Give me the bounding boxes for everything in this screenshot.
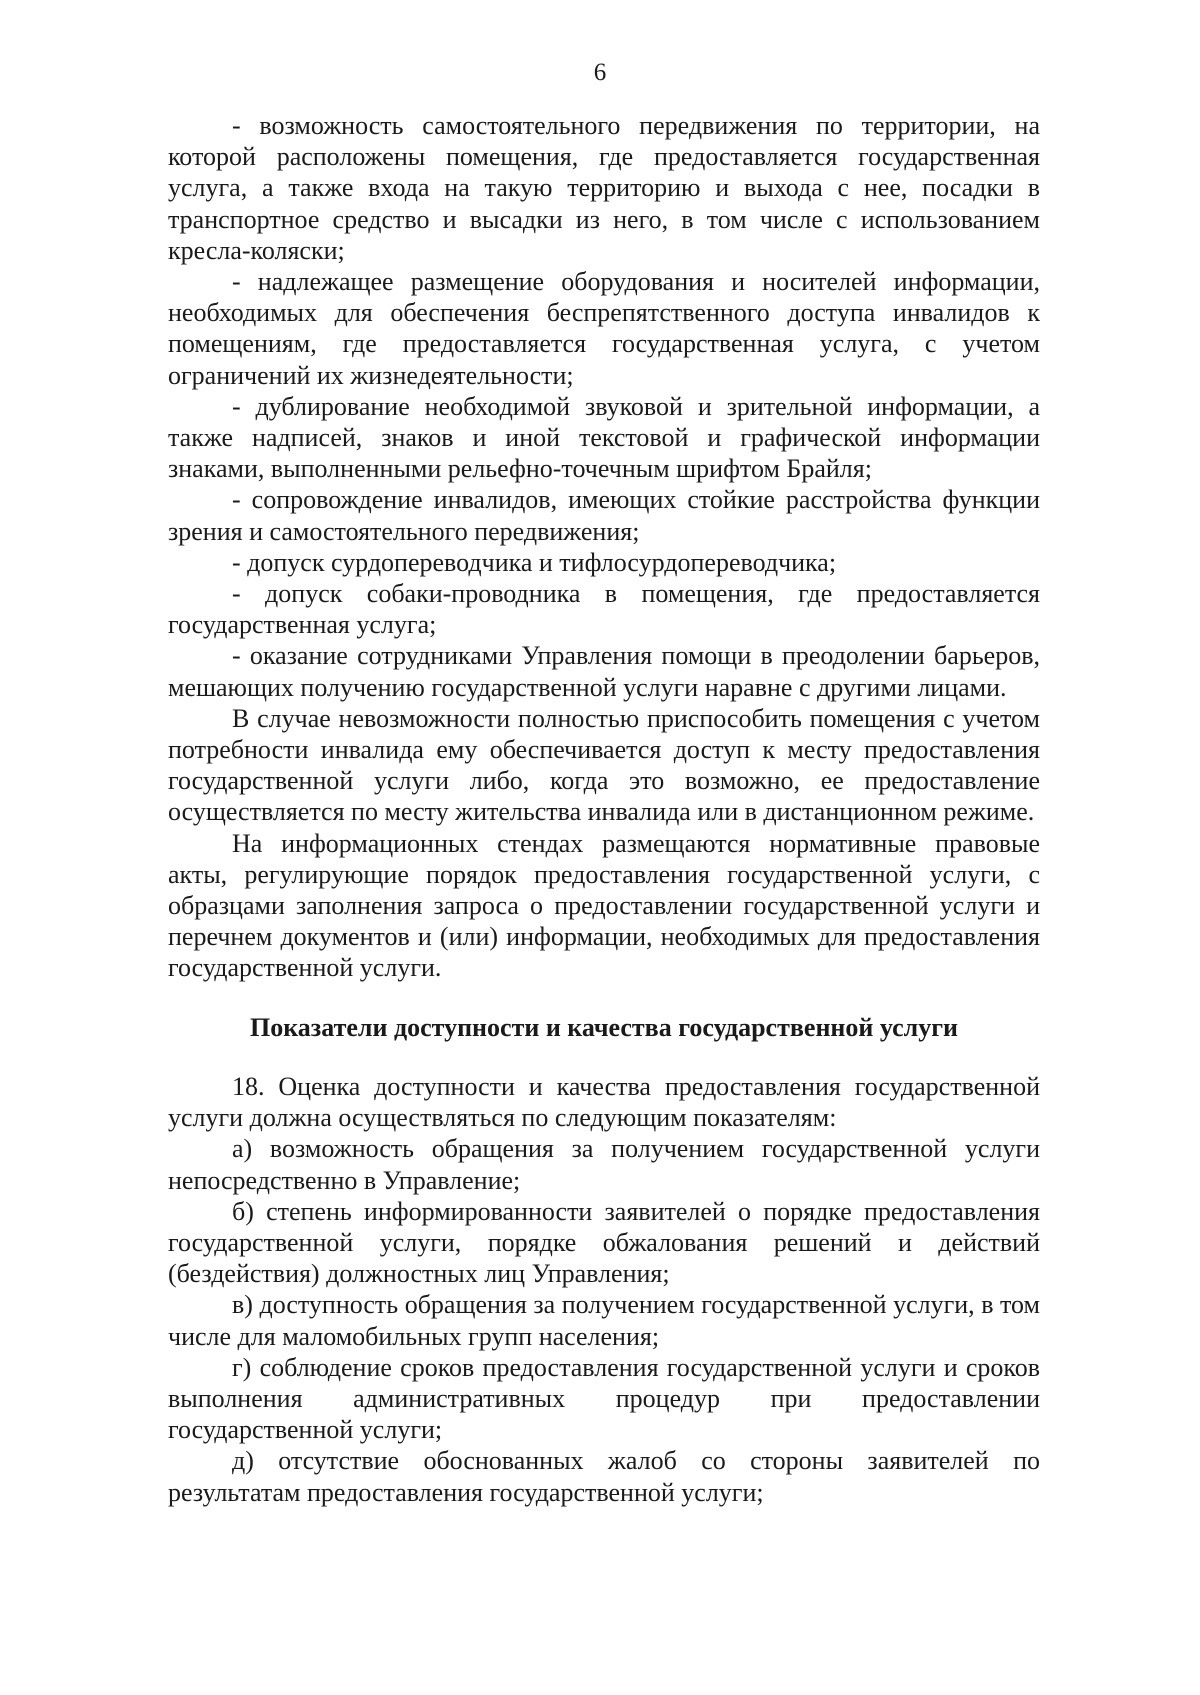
page-number: 6 <box>593 59 607 86</box>
paragraph: - оказание сотрудниками Управления помощи в преодолении барьеров, мешающих получению государственной услуги наравне с другими лицами. <box>168 641 1040 702</box>
document-body <box>168 110 1040 1508</box>
paragraph: 18. Оценка доступности и качества предоставления государственной услуги должна осуществляться по следующим показателям: <box>168 1071 1040 1133</box>
paragraph: д) отсутствие обоснованных жалоб со стороны заявителей по результатам предоставления государственной услуги; <box>168 1446 1040 1507</box>
paragraph: - допуск собаки-проводника в помещения, где предоставляется государственная услуга; <box>168 579 1040 640</box>
paragraph: - надлежащее размещение оборудования и носителей информации, необходимых для обеспечения беспрепятственного доступа инвалидов к помещениям, где предоставляется государственная услуга, с учетом ограничений их жизнедеятельности; <box>168 267 1040 390</box>
paragraph: в) доступность обращения за получением государственной услуги, в том числе для маломобильных групп населения; <box>168 1290 1040 1351</box>
paragraph: г) соблюдение сроков предоставления государственной услуги и сроков выполнения административных процедур при предоставлении государственной услуги; <box>168 1352 1040 1445</box>
section-heading: Показатели доступности и качества государственной услуги <box>249 1012 959 1042</box>
paragraph: б) степень информированности заявителей о порядке предоставления государственной услуги, порядке обжалования решений и действий (бездействия) должностных лиц Управления; <box>168 1196 1040 1289</box>
paragraph: - сопровождение инвалидов, имеющих стойкие расстройства функции зрения и самостоятельного передвижения; <box>168 485 1040 546</box>
paragraph: - дублирование необходимой звуковой и зрительной информации, а также надписей, знаков и иной текстовой и графической информации знаками, выполненными рельефно-точечным шрифтом Брайля; <box>168 391 1040 484</box>
paragraph: В случае невозможности полностью приспособить помещения с учетом потребности инвалида ему обеспечивается доступ к месту предоставления государственной услуги либо, когда это возможно, ее предоставление осуществляется по месту жительства инвалида или в дистанционном режиме. <box>168 703 1040 827</box>
paragraph: - возможность самостоятельного передвижения по территории, на которой расположены помещения, где предоставляется государственная услуга, а также входа на такую территорию и выхода с нее, посадки в транспортное средство и высадки из него, в том числе с использованием кресла-коляски; <box>168 111 1040 265</box>
paragraph: - допуск сурдопереводчика и тифлосурдопереводчика; <box>232 547 837 577</box>
paragraph: На информационных стендах размещаются нормативные правовые акты, регулирующие порядок предоставления государственной услуги, с образцами заполнения запроса о предоставлении государственной услуги и перечнем документов и (или) информации, необходимых для предоставления государственной услуги. <box>168 828 1040 983</box>
paragraph: а) возможность обращения за получением государственной услуги непосредственно в Управление; <box>168 1134 1040 1195</box>
